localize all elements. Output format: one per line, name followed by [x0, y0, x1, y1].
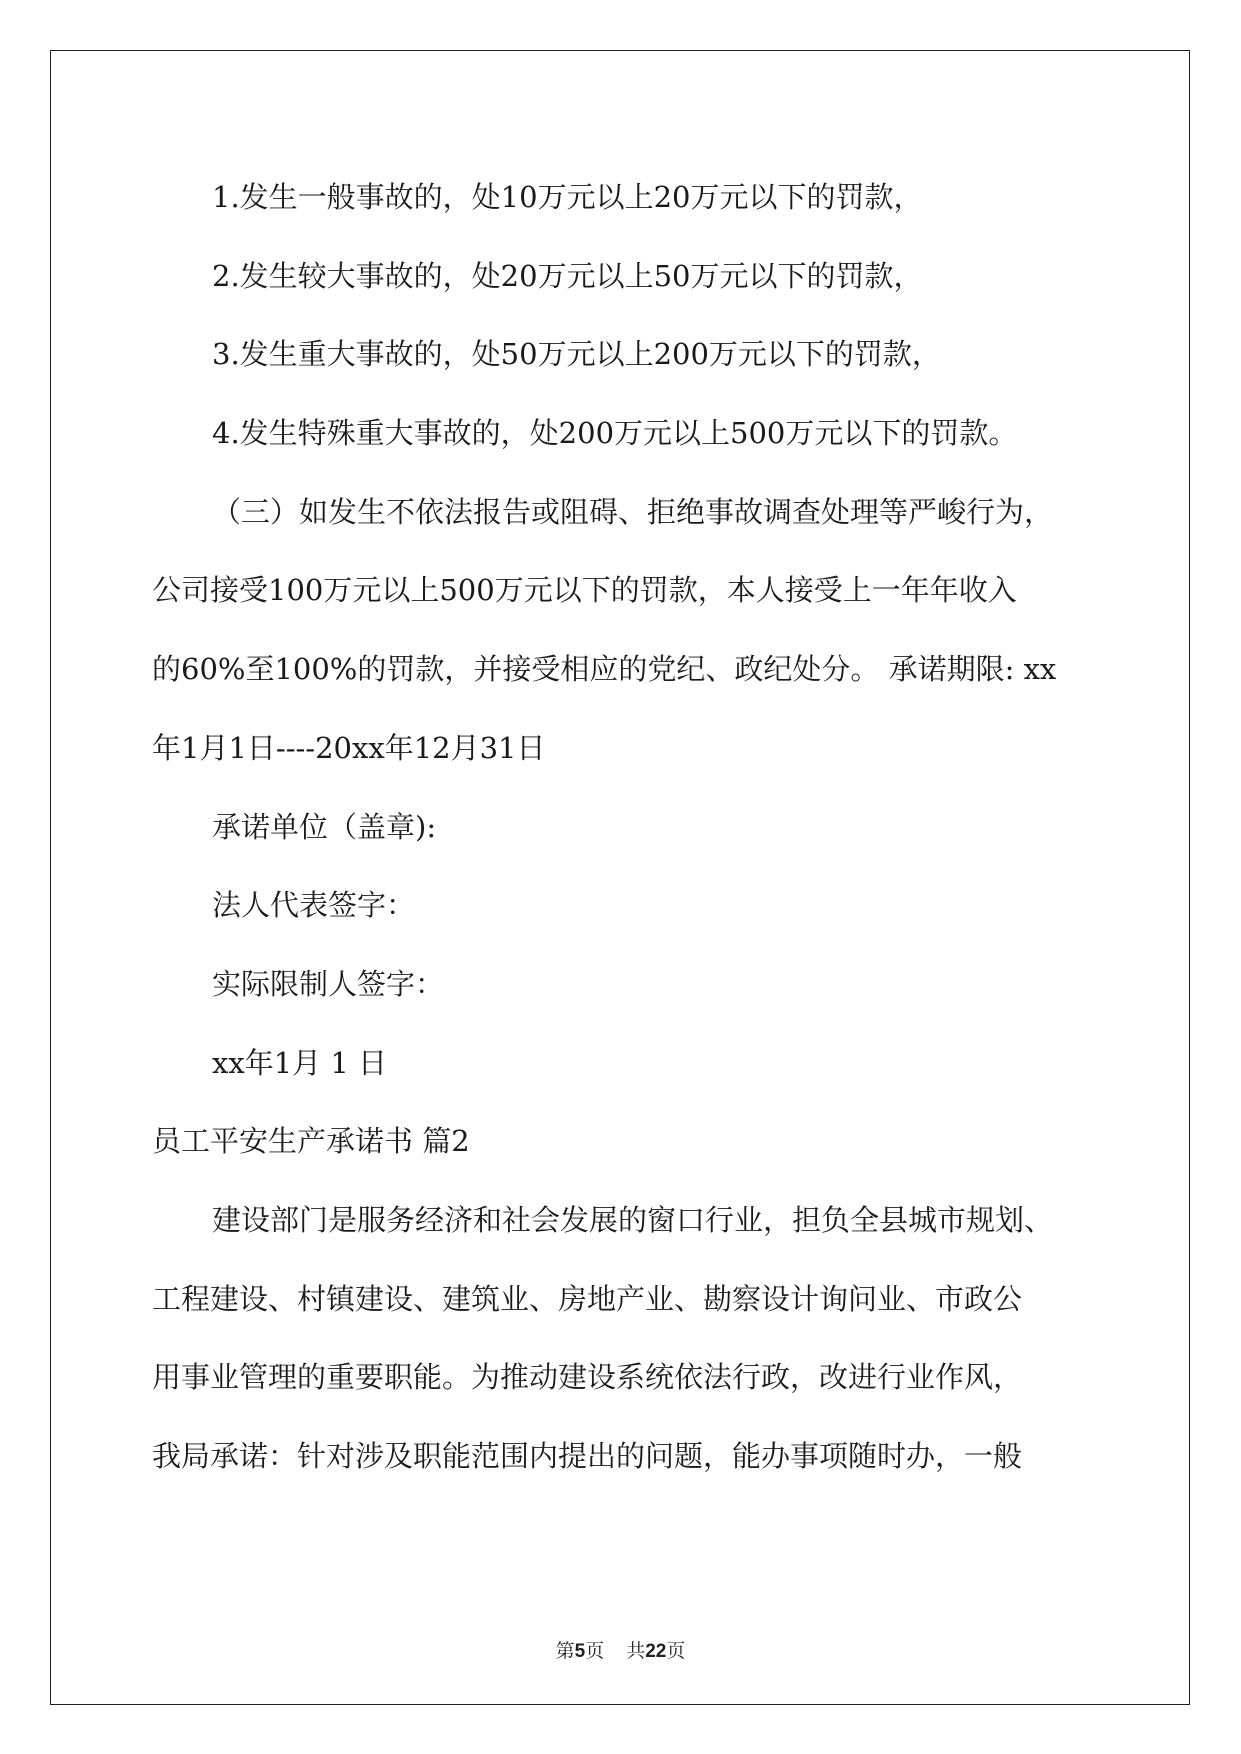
- total-page-number: 22: [645, 1641, 667, 1662]
- footer-page-unit: 页: [585, 1641, 605, 1662]
- paragraph-line: 年1月1日----20xx年12月31日: [152, 730, 546, 765]
- footer-total-unit: 页: [666, 1641, 686, 1662]
- document-body: [152, 158, 1112, 1496]
- paragraph-line: 的60%至100%的罚款，并接受相应的党纪、政纪处分。 承诺期限: xx: [152, 652, 1057, 687]
- clause-3: 3.发生重大事故的，处50万元以上200万元以下的罚款，: [212, 337, 941, 372]
- paragraph-line: （三）如发生不依法报告或阻碍、拒绝事故调查处理等严峻行为，: [212, 494, 1054, 529]
- paragraph-line: 用事业管理的重要职能。为推动建设系统依法行政，改进行业作风，: [152, 1360, 1023, 1395]
- signature-controller-line: 实际限制人签字：: [212, 966, 445, 1001]
- signature-legal-rep-line: 法人代表签字：: [212, 888, 416, 923]
- clause-4: 4.发生特殊重大事故的，处200万元以上500万元以下的罚款。: [212, 416, 1018, 451]
- current-page-number: 5: [574, 1641, 586, 1662]
- paragraph-line: 工程建设、村镇建设、建筑业、房地产业、勘察设计询问业、市政公: [152, 1281, 1023, 1316]
- paragraph-line: 我局承诺：针对涉及职能范围内提出的问题，能办事项随时办，一般: [152, 1439, 1023, 1473]
- date-line: xx年1月 1 日: [212, 1045, 388, 1080]
- paragraph-line: 建设部门是服务经济和社会发展的窗口行业，担负全县城市规划、: [212, 1202, 1054, 1237]
- signature-unit-line: 承诺单位（盖章):: [212, 809, 437, 844]
- paragraph-line: 公司接受100万元以上500万元以下的罚款，本人接受上一年年收入: [152, 573, 1017, 608]
- footer-total-prefix: 共: [626, 1641, 646, 1662]
- footer-prefix: 第: [555, 1641, 575, 1662]
- page-footer: [0, 1636, 1241, 1663]
- clause-2: 2.发生较大事故的，处20万元以上50万元以下的罚款，: [212, 258, 923, 293]
- section-heading: 员工平安生产承诺书 篇2: [152, 1124, 470, 1159]
- clause-1: 1.发生一般事故的，处10万元以上20万元以下的罚款，: [212, 180, 923, 214]
